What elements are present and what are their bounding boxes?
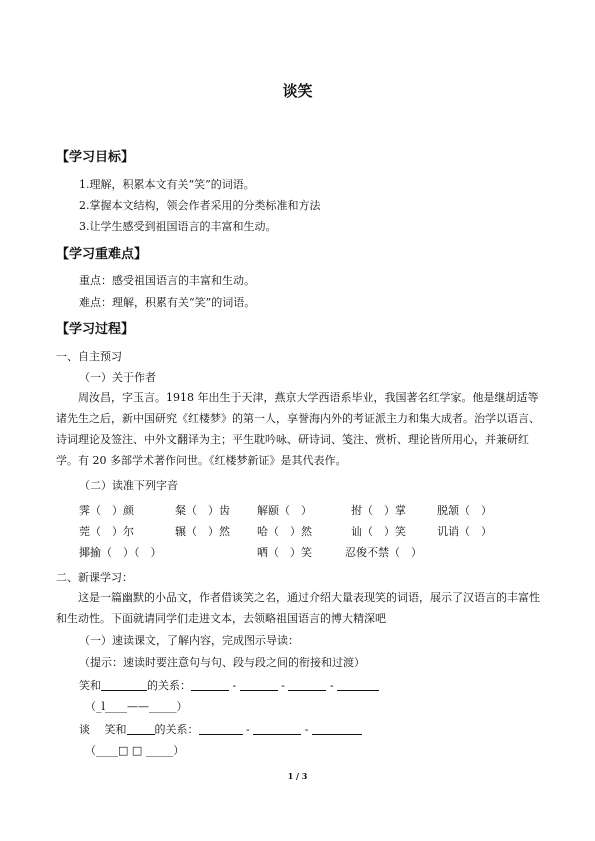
relation-blank[interactable] xyxy=(191,678,229,691)
part2-sub1: （一）速读课文，了解内容，完成图示导读： xyxy=(79,634,299,647)
goal-item-3: 3.让学生感受到祖国语言的丰富和生动。 xyxy=(79,220,277,233)
relation-blank[interactable] xyxy=(337,678,379,691)
relation-blank[interactable] xyxy=(288,678,326,691)
char-item: 忍俊不禁（ ） xyxy=(345,546,422,559)
char-item: 脱颔（ ） xyxy=(437,504,492,517)
relation-2-label-a: 谈 笑和 xyxy=(79,723,127,736)
part1-heading: 一、自主预习 xyxy=(56,350,122,363)
relation-1-label-b: 的关系： xyxy=(147,679,191,692)
goal-item-2: 2.掌握本文结构，领会作者采用的分类标准和方法 xyxy=(79,199,321,212)
char-item: 粲（ ）齿 xyxy=(175,504,230,517)
section-heading-goals: 【学习目标】 xyxy=(56,150,135,165)
relation-1-blank[interactable] xyxy=(101,678,147,691)
page-title: 谈笑 xyxy=(282,82,313,100)
relation-1-paren: （_l____——_____） xyxy=(85,700,188,713)
relation-2-paren: （____□ □ _____） xyxy=(85,744,185,757)
part2-heading: 二、新课学习： xyxy=(56,571,133,584)
key-focus: 重点：感受祖国语言的丰富和生动。 xyxy=(79,274,255,287)
char-item: 讪（ ）笑 xyxy=(351,525,406,538)
section-heading-process: 【学习过程】 xyxy=(56,322,135,337)
relation-line-2: 谈 笑和 的关系： - - xyxy=(79,722,362,737)
relation-blank[interactable] xyxy=(240,678,278,691)
section-heading-key-points: 【学习重难点】 xyxy=(56,247,148,262)
char-item: 霁（ ）颜 xyxy=(79,504,134,517)
char-item: 哂（ ）笑 xyxy=(257,546,312,559)
char-item: 辗（ ）然 xyxy=(175,525,230,538)
part2-hint: （提示：速读时要注意句与句、段与段之间的衔接和过渡） xyxy=(79,656,365,669)
pronunciation-grid xyxy=(79,502,519,565)
key-difficulty: 难点：理解，积累有关“笑”的词语。 xyxy=(79,296,256,309)
relation-1-label-a: 笑和 xyxy=(79,679,101,692)
char-item: 揶揄（ ）（ ） xyxy=(79,546,162,559)
pronunciation-row-1 xyxy=(79,502,519,523)
relation-2-label-b: 的关系： xyxy=(154,723,199,736)
part1-sub1: （一）关于作者 xyxy=(79,371,156,384)
relation-line-1: 笑和 的关系： - - - xyxy=(79,678,379,693)
part1-sub2: （二）读准下列字音 xyxy=(79,479,178,492)
char-item: 拊（ ）掌 xyxy=(351,504,406,517)
char-item: 哈（ ）然 xyxy=(257,525,312,538)
char-item: 解颐（ ） xyxy=(257,504,312,517)
relation-2-blank[interactable] xyxy=(127,722,155,735)
goal-item-1: 1.理解，积累本文有关“笑”的词语。 xyxy=(79,178,255,191)
page-number: 1 / 3 xyxy=(287,771,308,781)
part2-intro: 这是一篇幽默的小品文，作者借谈笑之名，通过介绍大量表现笑的词语，展示了汉语言的丰富性和生动性。下面就请同学们走进文本，去领略祖国语言的博大精深吧 xyxy=(56,591,540,625)
pronunciation-row-2 xyxy=(79,523,519,544)
author-paragraph: 周汝昌，字玉言。1918 年出生于天津，燕京大学西语系毕业，我国著名红学家。他是继胡适等诸先生之后，新中国研究《红楼梦》的第一人，享誉海内外的考证派主力和集大成者。治学以语言、诗词理论及签注、中外文翻译为主；平生耽吟咏、研诗词、笺注、赏析、理论皆所用心，并兼研红学。有 20 多部学术著作问世。《红楼梦新证》是其代表作。 xyxy=(56,391,540,467)
pronunciation-row-3 xyxy=(79,544,519,565)
char-item: 讥诮（ ） xyxy=(437,525,492,538)
relation-blank[interactable] xyxy=(312,722,362,735)
relation-blank[interactable] xyxy=(253,722,301,735)
relation-blank[interactable] xyxy=(199,722,243,735)
char-item: 莞（ ）尔 xyxy=(79,525,134,538)
